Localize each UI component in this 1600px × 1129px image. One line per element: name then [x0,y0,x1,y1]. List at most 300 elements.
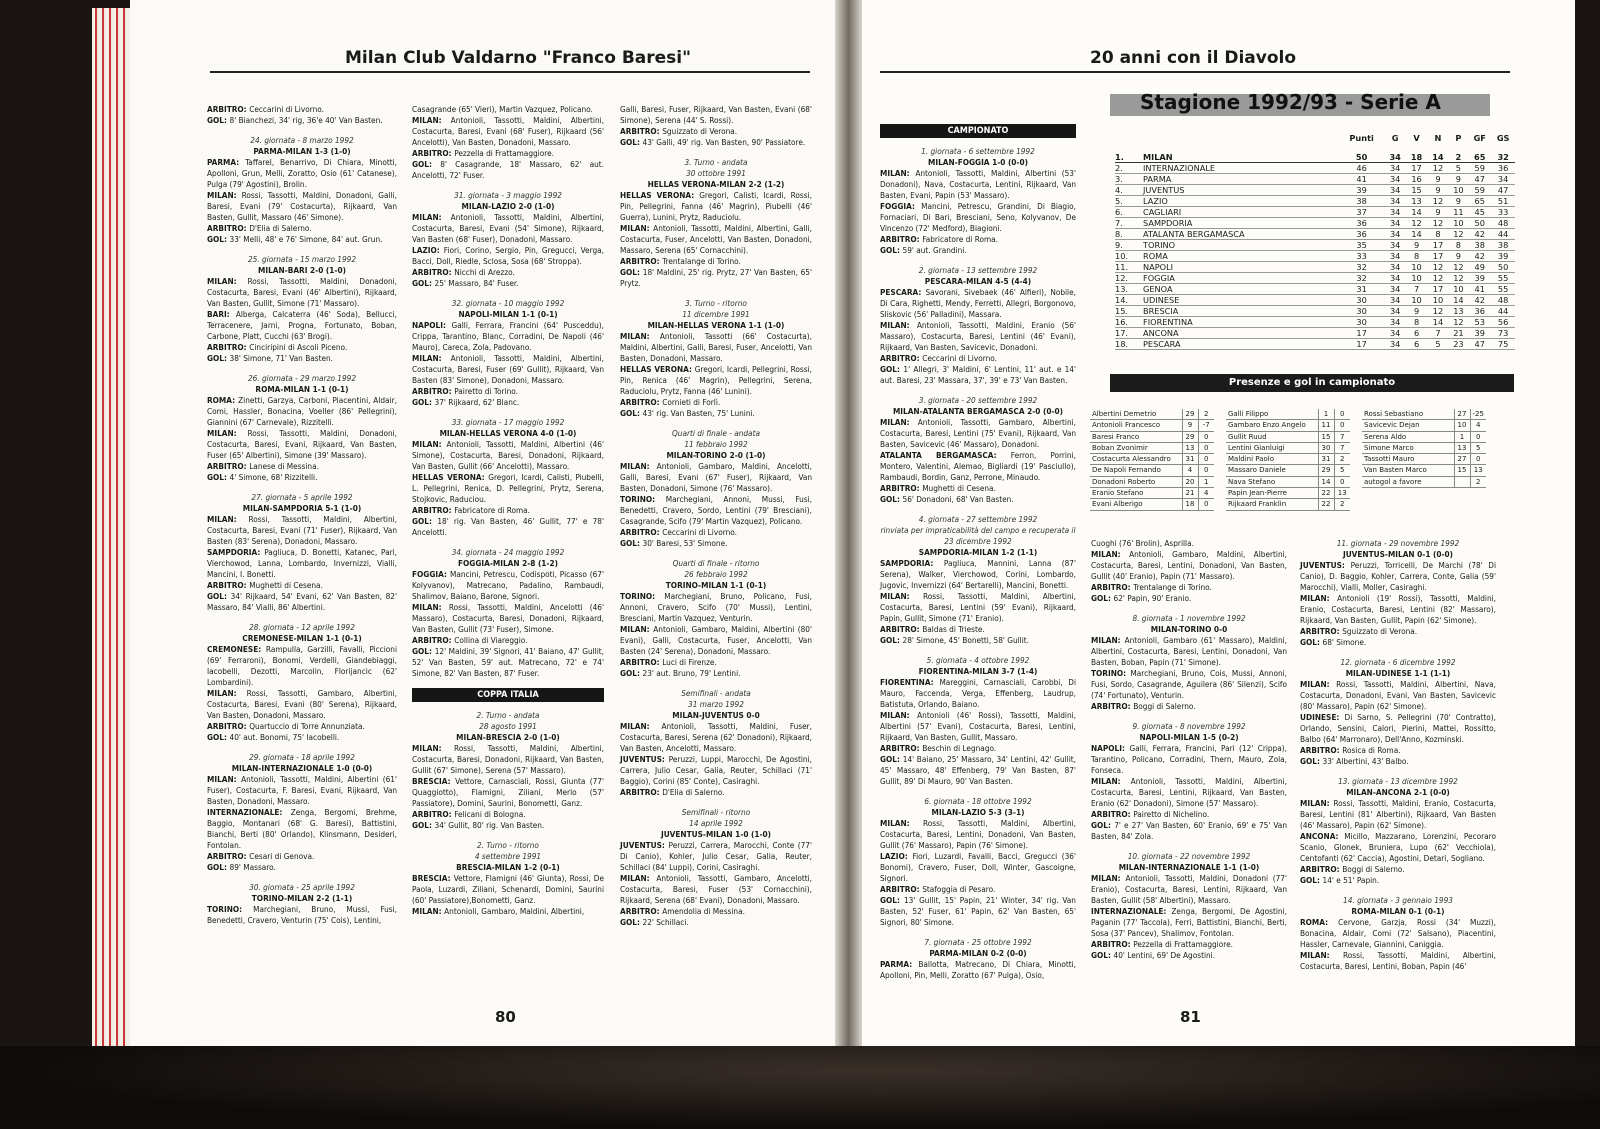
player-name: autogol a favore [1362,476,1454,487]
match-title: MILAN-LAZIO 5-3 (3-1) [931,807,1025,817]
line-label: GOL: [880,364,904,374]
line-label: ROMA: [1300,917,1339,927]
standings-row [1115,295,1515,306]
match-report [207,135,397,245]
line-label: MILAN: [620,721,662,731]
standings-cell: 34 [1384,262,1405,273]
standings-cell: 17 [1339,328,1385,339]
line-label: MILAN: [620,331,660,341]
appearances: 31 [1182,454,1198,465]
standings-header: V [1413,133,1420,143]
match-line: ARBITRO: Ceccarini di Livorno. [620,527,737,537]
standings-header: G [1391,133,1399,143]
match-line: ARBITRO: D'Elia di Salerno. [207,223,312,233]
match-date: Semifinali - ritorno [681,807,751,817]
match-line: ARBITRO: Mughetti di Cesena. [880,483,996,493]
team-name: ATALANTA BERGAMASCA [1137,229,1339,240]
team-name: JUVENTUS [1137,185,1339,196]
standings-cell: 10 [1449,185,1469,196]
match-line: HELLAS VERONA: Gregori, Calisti, Icardi, Rossi, Pin, Pellegrini, Fanna (46' Magrin), Piubelli (46' Guerra), Lunini, Prytz, Raduciolu. [620,190,812,222]
goals: 1 [1198,476,1214,487]
line-label: ARBITRO: [207,223,250,233]
line-label: ARBITRO: [620,397,663,407]
standings-cell: 7 [1427,328,1448,339]
line-label: GOL: [412,516,438,526]
match-line: MILAN: Rossi, Tassotti, Maldini, Eranio, Costacurta, Baresi, Lentini (81' Albertini), Rijkaard, Van Basten (46' Massaro), Papin (62' Simone). [1300,798,1496,830]
standings-cell: 10 [1449,218,1469,229]
match-line: BRESCIA: Vettore, Flamigni (46' Giunta), Rossi, De Paola, Luzardi, Ziliani, Schenardi, Domini, Saurini (60' Passiatore),Bonometti, Ganz. [412,873,604,905]
match-line: MILAN: Rossi, Tassotti, Maldini, Donadoni, Costacurta, Baresi, Evani, Rijkaard, Van Basten, Fuser (65' Albertini), Simone (39' Massaro). [207,428,397,460]
player-name: Evani Alberigo [1090,499,1182,510]
match-date: 30. giornata - 25 aprile 1992 [249,882,355,892]
standings-cell: 9 [1449,174,1469,185]
standings-cell: 39 [1339,185,1385,196]
match-line: BARI: Alberga, Calcaterra (46' Soda), Bellucci, Terracenere, Jarni, Progna, Fortunato, Boban, Carbone, Platt, Cucchi (63' Brogi). [207,309,397,341]
presenze-row [1090,488,1214,499]
match-note: rinviata per impraticabilità del campo e recuperata il 23 dicembre 1992 [880,525,1076,546]
standings-cell: 6 [1406,328,1427,339]
goals: 0 [1334,409,1350,420]
match-line: ARBITRO: Felicani di Bologna. [412,809,526,819]
match-report [1091,538,1287,604]
line-label: ARBITRO: [880,884,923,894]
standings-cell: 1. [1115,152,1137,163]
appearances: 22 [1318,488,1334,499]
match-line: ARBITRO: Stafoggia di Pesaro. [880,884,996,894]
match-title: JUVENTUS-MILAN 0-1 (0-0) [1342,549,1454,559]
goals: 0 [1334,476,1350,487]
standings-cell: 10 [1406,273,1427,284]
match-line: GOL: 22' Schillaci. [620,917,689,927]
match-line: ARBITRO: Lanese di Messina. [207,461,319,471]
goals: 0 [1198,442,1214,453]
match-date: 33. giornata - 17 maggio 1992 [451,417,565,427]
standings-cell: 30 [1339,295,1385,306]
line-label: GOL: [1091,950,1114,960]
standings-cell: 9 [1427,174,1448,185]
appearances [1454,476,1470,487]
standings-cell: 42 [1468,229,1491,240]
match-title: PESCARA-MILAN 4-5 (4-4) [924,276,1032,286]
standings-cell: 36 [1491,163,1515,174]
standings-cell: 38 [1339,196,1385,207]
presenze-row [1226,488,1350,499]
line-label: MILAN: [412,353,451,363]
match-line: MILAN: Antonioli (46' Rossi), Tassotti, Maldini, Albertini (57' Evani), Costacurta, Baresi, Lentini, Rijkaard, Van Basten, Gullit, Massaro. [880,710,1077,742]
match-title: ROMA-MILAN 1-1 (0-1) [255,384,349,394]
line-label: ARBITRO: [1091,582,1134,592]
match-line: MILAN: Antonioli, Gambaro, Maldini, Albertini, [412,906,585,916]
line-label: MILAN: [620,461,657,471]
standings-cell: 9 [1449,251,1469,262]
standings-cell: 2. [1115,163,1137,174]
match-line: GOL: 40' aut. Bonomi, 75' Iacobelli. [207,732,340,742]
standings-cell: 34 [1384,273,1405,284]
match-report [412,417,604,538]
match-date: 31. giornata - 3 maggio 1992 [454,190,562,200]
match-line: ARBITRO: Beschin di Legnago. [880,743,997,753]
match-line: GOL: 25' Massaro, 84' Fuser. [412,278,519,288]
match-date: Quarti di finale - andata [672,428,760,438]
standings-cell: 51 [1491,196,1515,207]
match-line: ARBITRO: Fabricatore di Roma. [880,234,998,244]
standings-row [1115,306,1515,317]
appearances: 21 [1182,488,1198,499]
match-date: 27. giornata - 5 aprile 1992 [251,492,353,502]
standings-row [1115,207,1515,218]
line-label: MILAN: [1300,593,1338,603]
team-name: ANCONA [1137,328,1339,339]
right-page-number: 81 [1180,1008,1201,1026]
presenze-row [1362,442,1486,453]
standings-cell: 33 [1339,251,1385,262]
match-line: GOL: 89' Massaro. [207,862,276,872]
appearances: 20 [1182,476,1198,487]
line-label: JUVENTUS: [1300,560,1351,570]
match-title: MILAN-JUVENTUS 0-0 [672,710,760,720]
standings-cell: 14 [1449,295,1469,306]
match-line: MILAN: Antonioli, Tassotti, Maldini, Albertini (46' Simone), Costacurta, Baresi, Donadoni, Rijkaard, Van Basten, Gullit (66' Ancelotti), Massaro. [412,439,605,471]
goals: 13 [1334,488,1350,499]
match-line: MILAN: Rossi, Tassotti, Maldini, Donadoni, Galli, Baresi, Evani (79' Costacurta), Rijkaard, Van Basten, Gullit, Massaro (46' Simone). [207,190,397,222]
match-report [412,190,604,289]
right-head-rule [880,71,1510,73]
standings-cell: 17 [1427,251,1448,262]
player-name: Gullit Ruud [1226,431,1318,442]
match-line: MILAN: Rossi, Tassotti, Maldini, Albertini, Costacurta, Baresi, Evani (71' Fuser), Rijkaard, Van Basten (83' Serena), Donadoni, Massaro. [207,514,397,546]
line-label: GOL: [620,408,643,418]
match-line: ARBITRO: Pezzella di Frattamaggiore. [412,148,554,158]
presenze-row [1226,499,1350,510]
line-label: ARBITRO: [207,104,250,114]
match-report [880,146,1076,256]
presenze-row [1362,409,1486,420]
line-label: NAPOLI: [1091,743,1130,753]
match-line: ARBITRO: Cinciripini di Ascoli Piceno. [207,342,348,352]
standings-cell: 12. [1115,273,1137,284]
line-label: ARBITRO: [1091,809,1134,819]
goals: 13 [1470,465,1486,476]
line-label: LAZIO: [412,245,444,255]
match-line: ARBITRO: Fabricatore di Roma. [412,505,530,515]
line-label: JUVENTUS: [620,754,669,764]
presenze-table-1 [1090,409,1214,511]
match-line: ATALANTA BERGAMASCA: Ferron, Porrini, Montero, Valentini, Alemao, Bigliardi (19' Pasciullo), Rambaudi, Bordin, Ganz, Perrone, Minaudo. [880,450,1076,482]
standings-cell: 15 [1406,185,1427,196]
match-line: TORINO: Marchegiani, Bruno, Policano, Fusi, Annoni, Cravero, Scifo (70' Mussi), Lentini, Bresciani, Martin Vazquez, Venturin. [620,591,812,623]
line-label: ARBITRO: [207,851,250,861]
match-report [412,298,604,408]
goals: 0 [1198,499,1214,510]
line-label: ARBITRO: [620,256,663,266]
match-report [880,937,1076,981]
line-label: MILAN: [880,591,924,601]
standings-cell: 34 [1384,240,1405,251]
goals: 7 [1334,431,1350,442]
standings-cell: 12 [1449,229,1469,240]
match-title: ROMA-MILAN 0-1 (0-1) [1351,906,1445,916]
standings-cell: 45 [1468,207,1491,218]
standings-row [1115,328,1515,339]
match-line: NAPOLI: Galli, Ferrara, Francini (64' Pusceddu), Crippa, Tarantino, Blanc, Corradini, De Napoli (46' Mauro), Careca, Zola, Padovano. [412,320,604,352]
match-title: TORINO-MILAN 1-1 (0-1) [665,580,767,590]
team-name: INTERNAZIONALE [1137,163,1339,174]
match-date: 3. Turno - ritorno [685,298,747,308]
match-line: GOL: 62' Papin, 90' Eranio. [1091,593,1192,603]
match-line: GOL: 33' Albertini, 43' Balbo. [1300,756,1409,766]
standings-cell: 12 [1427,163,1448,174]
book-gutter [835,0,862,1046]
standings-cell: 12 [1427,306,1448,317]
match-report [207,104,397,126]
match-line: GOL: 13' Gullit, 15' Papin, 21' Winter, 34' rig. Van Basten, 52' Fuser, 61' Papin, 62' Van Basten, 65' Signori, 80' Simone. [880,895,1076,927]
appearances: 13 [1454,442,1470,453]
presenze-row [1090,431,1214,442]
line-label: TORINO: [1091,668,1131,678]
line-label: ARBITRO: [207,580,250,590]
match-line: GOL: 37' Rijkaard, 62' Blanc. [412,397,520,407]
player-name: Donadoni Roberto [1090,476,1182,487]
match-title: MILAN-TORINO 0-0 [1150,624,1228,634]
match-report [620,558,812,679]
line-label: MILAN: [1091,873,1126,883]
match-line: NAPOLI: Galli, Ferrara, Francini, Pari (12' Crippa), Tarantino, Policano, Corradini, Thern, Mauro, Zola, Fonseca. [1091,743,1287,775]
standings-cell: 13 [1406,196,1427,207]
line-label: MILAN: [1300,950,1344,960]
standings-cell: 39 [1468,328,1491,339]
match-line: GOL: 59' aut. Grandini. [880,245,967,255]
line-label: ROMA: [207,395,239,405]
standings-cell: 13. [1115,284,1137,295]
line-label: MILAN: [412,906,445,916]
match-line: JUVENTUS: Peruzzi, Luppi, Marocchi, De Agostini, Carrera, Julio Cesar, Galia, Reuter, Schillaci (71' Baggio), Corini (85' Conte), Casiraghi. [620,754,812,786]
player-name: Papin Jean-Pierre [1226,488,1318,499]
line-label: MILAN: [412,115,451,125]
standings-cell: 12 [1427,273,1448,284]
line-label: ARBITRO: [207,342,250,352]
goals: 7 [1334,442,1350,453]
line-label: MILAN: [412,439,447,449]
match-line: GOL: 30' Baresi, 53' Simone. [620,538,728,548]
appearances: 1 [1454,431,1470,442]
appearances: 18 [1182,499,1198,510]
team-name: FIORENTINA [1137,317,1339,328]
match-report [412,840,604,917]
match-date: 25. giornata - 15 marzo 1992 [247,254,357,264]
standings-cell: 14 [1427,152,1448,163]
presenze-row [1090,442,1214,453]
match-date: 4. giornata - 27 settembre 1992 [918,514,1038,524]
line-label: MILAN: [1300,798,1334,808]
presenze-table-2 [1226,409,1350,511]
standings-cell: 17 [1427,240,1448,251]
match-line: MILAN: Antonioli, Gambaro, Maldini, Albertini, Costacurta, Baresi, Lentini, Donadoni, Van Basten, Gullit (40' Eranio), Papin (71' Massaro). [1091,549,1287,581]
goals: 0 [1470,431,1486,442]
line-label: UDINESE: [1300,712,1345,722]
match-line: FOGGIA: Mancini, Petrescu, Grandini, Di Biagio, Fornaciari, Di Bari, Bresciani, Seno, Kolyvanov, De Vincenzo (72' Medford), Biagioni. [880,201,1076,233]
team-name: MILAN [1137,152,1339,163]
line-label: ARBITRO: [880,743,923,753]
appearances: 29 [1318,465,1334,476]
team-name: CAGLIARI [1137,207,1339,218]
team-name: PARMA [1137,174,1339,185]
line-label: NAPOLI: [412,320,452,330]
standings-cell: 17 [1406,163,1427,174]
standings-cell: 2 [1449,152,1469,163]
standings-cell: 10 [1406,262,1427,273]
standings-cell: 5. [1115,196,1137,207]
line-label: ARBITRO: [412,386,455,396]
standings-row [1115,218,1515,229]
line-label: ARBITRO: [1300,745,1343,755]
line-label: MILAN: [620,223,654,233]
match-line: GOL: 14' e 51' Papin. [1300,875,1380,885]
player-name: Eranio Stefano [1090,488,1182,499]
presenze-row [1090,420,1214,431]
standings-cell: 3. [1115,174,1137,185]
line-label: ARBITRO: [412,809,455,819]
match-date: 3. Turno - andata [684,157,748,167]
standings-cell: 44 [1491,229,1515,240]
match-date: 28. giornata - 12 aprile 1992 [249,622,355,632]
player-name: Rossi Sebastiano [1362,409,1454,420]
standings-cell: 34 [1384,229,1405,240]
match-line: MILAN: Rossi, Tassotti, Maldini, Albertini, Costacurta, Baresi, Lentini, Donadoni, Van Basten, Gullit (76' Massaro), Papin (76' Simone). [880,818,1076,850]
team-name: PESCARA [1137,339,1339,350]
match-date: 8. giornata - 1 novembre 1992 [1132,613,1246,623]
match-line: GOL: 40' Lentini, 69' De Agostini. [1091,950,1216,960]
line-label: PARMA: [207,157,246,167]
standings-row [1115,262,1515,273]
match-line: MILAN: Rossi, Tassotti, Gambaro, Albertini, Costacurta, Baresi, Evani (80' Serena), Rijkaard, Van Basten, Donadoni, Massaro. [207,688,397,720]
line-label: GOL: [1300,637,1323,647]
goals: 0 [1334,420,1350,431]
standings-cell: 10 [1406,295,1427,306]
appearances: 4 [1182,465,1198,476]
appearances: 29 [1182,431,1198,442]
line-label: GOL: [880,895,904,905]
match-line: MILAN: Antonioli, Tassotti, Maldini, Albertini, Costacurta, Baresi, Evani (54' Simone), Rijkaard, Van Basten (68' Fuser), Donadoni, Massaro. [412,212,604,244]
standings-cell: 59 [1468,163,1491,174]
goals: 0 [1198,454,1214,465]
standings-row [1115,339,1515,350]
match-line: JUVENTUS: Peruzzi, Torricelli, De Marchi (78' Di Canio), D. Baggio, Kohler, Carrera, Conte, Galia (59' Marocchi), Vialli, Moller, Casiraghi. [1300,560,1496,592]
match-date: 26 febbraio 1992 [684,569,748,579]
match-line: MILAN: Rossi, Tassotti, Maldini, Albertini, Costacurta, Baresi, Lentini (59' Evani), Rijkaard, Papin, Gullit, Simone (71' Eranio). [880,591,1076,623]
match-date: 34. giornata - 24 maggio 1992 [451,547,565,557]
line-label: MILAN: [1091,776,1131,786]
standings-row [1115,240,1515,251]
match-line: ARBITRO: Rosica di Roma. [1300,745,1401,755]
appearances: 27 [1454,409,1470,420]
match-line: INTERNAZIONALE: Zenga, Bergomi, Brehme, Baggio, Montanari (68' G. Baresi), Battistini, Bianchi, Berti (80' Orlando), Klinsmann, Desideri, Fontolan. [207,807,397,850]
standings-cell: 11. [1115,262,1137,273]
line-label: ARBITRO: [1091,701,1134,711]
line-label: MILAN: [880,710,918,720]
goals: 0 [1470,454,1486,465]
match-date: 24. giornata - 8 marzo 1992 [250,135,354,145]
line-label: ANCONA: [1300,831,1345,841]
match-line: JUVENTUS: Peruzzi, Carrera, Marocchi, Conte (77' Di Canio), Kohler, Julio Cesar, Galia, Reuter, Schillaci (84' Luppi), Corini, Casiraghi. [620,840,812,872]
standings-cell: 33 [1491,207,1515,218]
player-name: Tassotti Mauro [1362,454,1454,465]
match-line: ARBITRO: Boggi di Salerno. [1091,701,1196,711]
standings-cell: 10. [1115,251,1137,262]
appearances: 15 [1454,465,1470,476]
right-column-3 [1300,538,1496,981]
standings-cell: 37 [1339,207,1385,218]
standings-cell: 9 [1449,196,1469,207]
match-line: MILAN: Antonioli, Gambaro, Maldini, Ancelotti, Galli, Baresi, Evani (67' Fuser), Rijkaard, Van Basten, Donadoni, Simone (76' Massaro). [620,461,812,493]
match-report [1300,895,1496,972]
match-line: ARBITRO: Boggi di Salerno. [1300,864,1405,874]
standings-cell: 6 [1406,339,1427,350]
left-head-rule [210,71,810,73]
line-label: FOGGIA: [880,201,922,211]
line-label: GOL: [207,115,230,125]
match-date: 31 marzo 1992 [688,699,744,709]
left-running-head: Milan Club Valdarno "Franco Baresi" [345,48,691,68]
match-report [207,373,397,483]
goals: 2 [1198,409,1214,420]
match-line: Galli, Baresi, Fuser, Rijkaard, Van Basten, Evani (68' Simone), Serena (44' S. Rossi). [620,104,812,125]
match-line: MILAN: Antonioli, Tassotti, Maldini, Donadoni (77' Eranio), Costacurta, Baresi, Lentini, Rijkaard, Van Basten, Gullit (58' Albertini), Massaro. [1091,873,1288,905]
match-report [412,104,604,181]
standings-cell: 7. [1115,218,1137,229]
match-line: MILAN: Antonioli, Tassotti, Maldini, Albertini, Galli, Costacurta, Fuser, Ancelotti, Van Basten, Donadoni, Massaro, Serena (65' Cornacchini). [620,223,813,255]
line-label: ARBITRO: [880,234,923,244]
standings-cell: 41 [1468,284,1491,295]
appearances: 22 [1318,499,1334,510]
match-title: HELLAS VERONA-MILAN 2-2 (1-2) [647,179,785,189]
line-label: HELLAS VERONA: [412,472,489,482]
standings-row [1115,163,1515,174]
standings-cell: 30 [1339,306,1385,317]
match-line: GOL: 34' Gullit, 80' rig. Van Basten. [412,820,545,830]
right-running-head: 20 anni con il Diavolo [1090,48,1297,68]
match-line: MILAN: Rossi, Tassotti, Maldini, Ancelotti (46' Massaro), Costacurta, Baresi, Donadoni, Rijkaard, Van Basten, Gullit (73' Fuser), Simone. [412,602,604,634]
goals: 4 [1470,420,1486,431]
line-label: GOL: [207,732,230,742]
standings-cell: 36 [1339,229,1385,240]
match-date: 26. giornata - 29 marzo 1992 [247,373,357,383]
match-date: 2. Turno - andata [476,710,540,720]
presenze-row [1362,476,1486,487]
match-line: FIORENTINA: Mareggini, Carnasciali, Carobbi, Di Mauro, Faccenda, Verga, Effenberg, Laudrup, Batistuta, Orlando, Baiano. [880,677,1076,709]
standings-cell: 8. [1115,229,1137,240]
standings-cell: 42 [1468,251,1491,262]
match-title: PARMA-MILAN 1-3 (1-0) [253,146,351,156]
match-title: BRESCIA-MILAN 1-2 (0-1) [456,862,560,872]
standings-cell: 35 [1339,240,1385,251]
presenze-table-3 [1362,409,1486,488]
standings-cell: 12 [1449,273,1469,284]
line-label: ARBITRO: [412,505,455,515]
match-line: TORINO: Marchegiani, Bruno, Cois, Mussi, Annoni, Fusi, Sordo, Casagrande, Aguilera (86' Silenzi), Scifo (74' Fortunato), Venturin. [1091,668,1287,700]
match-report [207,882,397,926]
match-report [1300,657,1496,767]
match-title: MILAN-TORINO 2-0 (1-0) [666,450,766,460]
presenze-row [1226,431,1350,442]
line-label: GOL: [880,494,903,504]
presenze-title: Presenze e gol in campionato [1110,374,1514,392]
match-report [880,796,1076,928]
standings-cell: 34 [1384,163,1405,174]
match-line: ARBITRO: Amendolia di Messina. [620,906,745,916]
match-date: 32. giornata - 10 maggio 1992 [451,298,565,308]
match-line: GOL: 28' Simone, 45' Bonetti, 58' Gullit. [880,635,1030,645]
line-label: MILAN: [880,818,924,828]
